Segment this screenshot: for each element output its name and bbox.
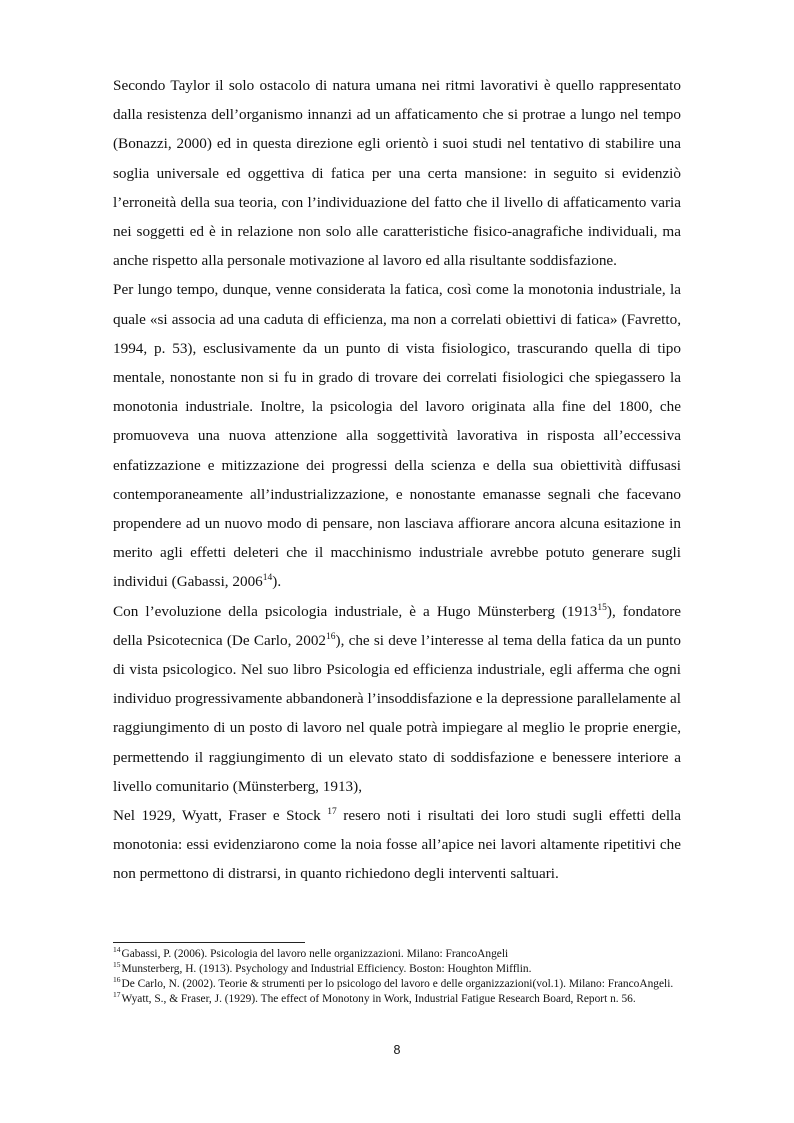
paragraph-3-part-a: Con l’evoluzione della psicologia industriale, è a Hugo Münsterberg (1913: [113, 602, 598, 620]
footnotes: [113, 947, 683, 1007]
footnote-text: De Carlo, N. (2002). Teorie & strumenti per lo psicologo del lavoro e delle organizzazioni(vol.1). Milano: FrancoAngeli.: [121, 978, 674, 991]
paragraph-3-part-c: ), che si deve l’interesse al tema della fatica da un punto di vista psicologico. Nel suo libro Psicologia ed efficienza industriale, egli afferma che ogni individuo progressivamente abbandonerà l’insoddisfazione e la depressione parallelamente al raggiungimento di un posto di lavoro nel quale potrà impiegare al meglio le proprie energie, permettendo il raggiungimento di un elevato stato di soddisfazione e benessere interiore a livello comunitario (Münsterberg, 1913),: [113, 631, 681, 795]
footnote-ref-16[interactable]: 16: [326, 631, 336, 642]
paragraph-4-part-a: Nel 1929, Wyatt, Fraser e Stock: [113, 807, 328, 825]
paragraph-3: [113, 597, 681, 801]
footnote-15: [113, 962, 683, 977]
footnote-14: [113, 947, 683, 962]
page-number: 8: [393, 1043, 401, 1057]
footnote-number: 16: [113, 975, 121, 985]
footnote-text: Munsterberg, H. (1913). Psychology and Industrial Efficiency. Boston: Houghton Mifflin.: [121, 963, 532, 976]
paragraph-1: Secondo Taylor il solo ostacolo di natura umana nei ritmi lavorativi è quello rappresentato dalla resistenza dell’organismo innanzi ad un affaticamento che si protrae a lungo nel tempo (Bonazzi, 2000) ed in questa direzione egli orientò i suoi studi nel tentativo di stabilire una soglia universale ed oggettiva di fatica per una certa mansione: in seguito si evidenziò l’erroneità della sua teoria, con l’individuazione del fatto che il livello di affaticamento varia nei soggetti ed è in relazione non solo alle caratteristiche fisico-anagrafiche individuali, ma anche rispetto alla personale motivazione al lavoro ed alla risultante soddisfazione.: [113, 77, 681, 270]
footnote-divider: [113, 942, 305, 943]
footnote-ref-17[interactable]: 17: [327, 807, 337, 818]
paragraph-3-part-b: ), fondatore della Psicotecnica (De Carlo, 2002: [113, 602, 681, 649]
paragraph-2: [113, 275, 681, 596]
footnote-number: 17: [113, 990, 121, 1000]
body-text: [113, 71, 681, 889]
footnote-text: Gabassi, P. (2006). Psicologia del lavoro nelle organizzazioni. Milano: FrancoAngeli: [121, 948, 509, 960]
paragraph-2-end: ).: [272, 573, 282, 591]
footnote-ref-15[interactable]: 15: [597, 602, 607, 613]
footnote-ref-14[interactable]: 14: [262, 573, 273, 584]
paragraph-4: [113, 801, 681, 889]
footnote-text: Wyatt, S., & Fraser, J. (1929). The effect of Monotony in Work, Industrial Fatigue Research Board, Report n. 56.: [121, 993, 636, 1006]
footnote-16: [113, 977, 683, 992]
paragraph-2-text: Per lungo tempo, dunque, venne considerata la fatica, così come la monotonia industriale, la quale «si associa ad una caduta di efficienza, ma non a correlati obiettivi di fatica» (Favretto, 1994, p. 53), esclusivamente da un punto di vista fisiologico, trascurando quella di tipo mentale, nonostante non si fu in grado di trovare dei correlati fisiologici che spiegassero la monotonia industriale. Inoltre, la psicologia del lavoro originata alla fine del 1800, che promuoveva una nuova attenzione alla soggettività lavorativa in risposta all’eccessiva enfatizzazione e mitizzazione dei progressi della scienza e della sua obiettività diffusasi contemporaneamente all’industrializzazione, e nonostante emanasse segnali che facevano propendere ad un nuovo modo di pensare, non lasciava affiorare ancora alcuna esitazione in merito agli effetti deleteri che il macchinismo industriale avrebbe potuto generare sugli individui (Gabassi, 2006: [113, 281, 681, 591]
footnote-number: 15: [113, 960, 121, 970]
footnote-number: 14: [113, 945, 121, 955]
paragraph-4-part-b: resero noti i risultati dei loro studi sugli effetti della monotonia: essi evidenziarono come la noia fosse all’apice nei lavori altamente ripetitivi che non permettono di distrarsi, in quanto richiedono degli interventi saltuari.: [113, 807, 682, 883]
footnote-17: [113, 992, 683, 1007]
